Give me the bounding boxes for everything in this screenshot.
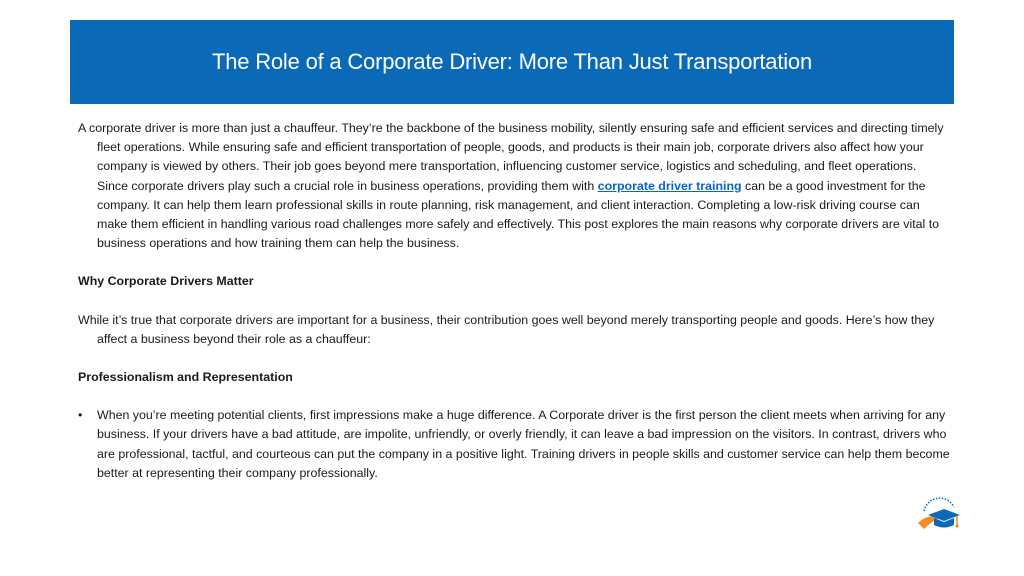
intro-paragraph: [78, 119, 950, 253]
bullet-text: When you’re meeting potential clients, first impressions make a huge difference. A Corporate driver is the first person the client meets when arriving for any business. If your drivers have a bad attitude, are impolite, unfriendly, or overly friendly, it can leave a bad impression on the visitors. In contrast, drivers who are professional, tactful, and courteous can put the company in a positive light. Training drivers in people skills and customer service can help them become better at representing their company professionally.: [97, 408, 950, 480]
article-body: [78, 119, 950, 483]
intro-text-part2: can be a good investment for the company. It can help them learn professional skills in route planning, risk management, and client interaction. Completing a low-risk driving course can make them efficient in handling various road challenges more safely and effectively. This post explores the main reasons why corporate drivers are vital to business operations and how training them can help the business.: [97, 178, 940, 251]
bullet-icon: •: [78, 408, 83, 423]
section-heading-why: Why Corporate Drivers Matter: [78, 274, 254, 289]
section-heading-professionalism: Professionalism and Representation: [78, 370, 293, 385]
page-title: The Role of a Corporate Driver: More Than Just Transportation: [211, 49, 812, 74]
title-banner: [70, 20, 954, 104]
intro-text-part1: A corporate driver is more than just a chauffeur. They’re the backbone of the business mobility, silently ensuring safe and efficient services and directing timely fleet operations. While ensuring safe and efficient transportation of people, goods, and products is their main job, corporate drivers also affect how your company is viewed by others. Their job goes beyond mere transportation, influencing customer service, logistics and scheduling, and fleet operations. Since corporate drivers play such a crucial role in business operations, providing them with: [78, 121, 944, 193]
section1-paragraph: While it’s true that corporate drivers are important for a business, their contribution goes well beyond merely transporting people and goods. Here’s how they affect a business beyond their role as a chauffeur:: [78, 312, 935, 346]
graduation-cap-logo-icon: [914, 497, 964, 535]
list-item: [78, 406, 950, 483]
corporate-driver-training-link[interactable]: corporate driver training: [597, 178, 742, 193]
